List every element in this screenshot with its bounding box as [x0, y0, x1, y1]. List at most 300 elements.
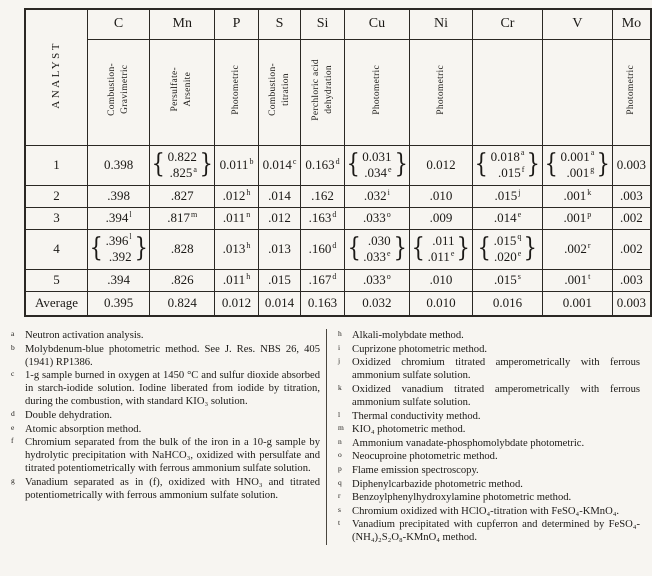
footnote-l [335, 410, 640, 423]
footnote-p [335, 464, 640, 477]
cell-mn-2 [150, 185, 215, 207]
footnotes-left-column [8, 329, 326, 545]
table-row-analyst-3 [25, 207, 651, 229]
footnote-text: Chromium oxidized with HClO₄-titration with FeSO₄-KMnO₄. [352, 505, 620, 517]
footnote-ref-b: b [249, 156, 254, 166]
footnote-text: Thermal conductivity method. [352, 410, 481, 422]
table-row-analyst-4 [25, 229, 651, 269]
cell-p-3 [215, 207, 258, 229]
method-header-s [258, 39, 301, 145]
left-brace-glyph: { [474, 149, 488, 180]
cell-si-1 [301, 145, 344, 185]
cell-value: 0.018$^a$ [490, 148, 525, 164]
analyst-row-label: 2 [25, 185, 88, 207]
cell-value: .001$^p$ [563, 209, 592, 225]
cell-value: .013$^h$ [222, 240, 251, 256]
footnote-k [335, 383, 640, 409]
cell-value: .011$^n$ [222, 209, 251, 225]
footnote-marker-a: a [11, 329, 15, 338]
footnote-ref-o: o [386, 209, 391, 219]
cell-cu-3 [344, 207, 409, 229]
cell-value: .015 [268, 272, 291, 287]
footnote-marker-e: e [11, 422, 15, 432]
cell-value: .001$^g$ [566, 164, 595, 180]
footnote-text: Alkali-molybdate method. [352, 330, 464, 341]
footnote-ref-d: d [332, 240, 337, 250]
cell-ni-1 [410, 145, 473, 185]
cell-mo-4 [612, 229, 651, 269]
cell-c-average [88, 291, 150, 316]
cell-value: 0.824 [167, 295, 197, 311]
footnote-ref-f: f [521, 164, 525, 174]
footnote-text: Flame emission spectroscopy. [352, 464, 479, 476]
cell-cr-5 [473, 269, 543, 291]
cell-si-5 [301, 269, 344, 291]
footnote-marker-f: f [11, 436, 14, 446]
footnote-h [335, 329, 640, 342]
footnote-ref-d: d [335, 156, 340, 166]
footnote-g [8, 476, 320, 502]
cell-value: .011e [427, 248, 455, 264]
method-header-v [542, 39, 612, 145]
footnote-c [8, 369, 320, 408]
footnote-ref-e: e [450, 248, 455, 258]
cell-value: .015$^q$ [493, 232, 522, 248]
footnote-marker-o: o [338, 450, 342, 460]
cell-ni-4 [410, 229, 473, 269]
footnote-marker-h: h [338, 329, 342, 338]
footnote-ref-a: a [590, 148, 595, 158]
cell-value: .817$^m$ [167, 209, 198, 225]
footnote-ref-p: p [587, 209, 592, 219]
cell-s-1 [258, 145, 301, 185]
right-brace-glyph: } [134, 233, 148, 264]
cell-value: .825$^a$ [169, 164, 197, 180]
footnote-ref-s: s [517, 271, 521, 281]
cell-v-average [542, 291, 612, 316]
footnote-text: Vanadium separated as in (f), oxidized with HNO₃ and titrated potentiometrically with ferrous ammonium sulfate solution. [25, 477, 320, 502]
cell-ni-5 [410, 269, 473, 291]
method-header-p [215, 39, 258, 145]
cell-value: .032$^i$ [363, 187, 390, 203]
cell-cr-4 [473, 229, 543, 269]
cell-s-3 [258, 207, 301, 229]
cell-v-2 [542, 185, 612, 207]
analysis-results-table [24, 8, 652, 317]
pair-value-line [362, 149, 391, 165]
right-brace-glyph: } [393, 233, 407, 264]
footnote-n [335, 437, 640, 450]
footnote-ref-m: m [191, 209, 198, 219]
header-row-methods [25, 39, 651, 145]
footnote-ref-l: l [129, 232, 132, 242]
right-brace-glyph: } [523, 233, 538, 264]
footnote-text: Benzoylphenylhydroxylamine photometric method. [352, 492, 572, 504]
footnote-i [335, 343, 640, 356]
scanned-page [0, 8, 652, 576]
method-label: Perchloric acid dehydration [310, 58, 334, 121]
cell-value: .015$^s$ [494, 271, 521, 287]
cell-v-4 [542, 229, 612, 269]
footnote-marker-p: p [338, 463, 342, 473]
method-header-ni [410, 39, 473, 145]
cell-cr-3 [473, 207, 543, 229]
cell-value: 0.395 [103, 295, 134, 311]
method-label: Combustion- Gravimetric [106, 63, 130, 116]
pair-value-line [106, 233, 132, 249]
pair-values [167, 149, 198, 182]
method-label: Photometric [371, 64, 382, 115]
method-label: Combustion- titration [267, 63, 291, 116]
footnote-e [8, 423, 320, 436]
footnote-marker-t: t [338, 518, 341, 528]
cell-si-4 [301, 229, 344, 269]
element-header-v: V [542, 9, 612, 39]
cell-value: .398 [107, 188, 130, 203]
cell-value: .392 [108, 249, 132, 264]
footnote-t [335, 518, 640, 544]
footnote-f [8, 436, 320, 475]
bracketed-value-pair [88, 233, 149, 266]
left-brace-glyph: { [151, 149, 166, 180]
footnote-ref-e: e [387, 248, 391, 258]
cell-value: 0.163 [307, 295, 338, 311]
footnote-marker-s: s [338, 504, 341, 514]
pair-value-line [494, 233, 522, 249]
cell-value: 0.014$^c$ [262, 156, 297, 172]
cell-value: 0.001$^a$ [560, 148, 595, 164]
footnote-ref-r: r [587, 240, 591, 250]
cell-value: .033$^o$ [363, 271, 391, 287]
analyst-row-label: 4 [25, 229, 88, 269]
cell-value: .014 [268, 188, 291, 203]
cell-p-2 [215, 185, 258, 207]
pair-value-line [428, 249, 455, 265]
bracketed-value-pair [473, 149, 542, 182]
footnote-marker-q: q [338, 477, 342, 487]
cell-mn-4 [150, 229, 215, 269]
footnote-ref-o: o [386, 271, 391, 281]
footnote-marker-n: n [338, 436, 342, 446]
footnote-text: Oxidized chromium titrated amperometrically with ferrous ammonium sulfate solution. [352, 357, 640, 382]
cell-mn-1 [150, 145, 215, 185]
cell-s-average [258, 291, 301, 316]
right-brace-glyph: } [199, 149, 213, 180]
footnote-ref-h: h [246, 240, 251, 250]
cell-value: 0.011$^b$ [219, 156, 254, 172]
cell-value: .002 [620, 241, 643, 256]
cell-value: .828 [170, 241, 194, 256]
cell-mn-5 [150, 269, 215, 291]
cell-c-1 [88, 145, 150, 185]
method-label: Photometric [231, 64, 242, 115]
method-header-cu [344, 39, 409, 145]
method-header-si [301, 39, 344, 145]
footnote-ref-d: d [332, 271, 337, 281]
table-row-analyst-1 [25, 145, 651, 185]
pair-value-line [491, 165, 525, 181]
footnote-m [335, 423, 640, 436]
cell-value: .827 [170, 188, 194, 203]
cell-cr-1 [473, 145, 543, 185]
cell-mo-1 [612, 145, 651, 185]
bracketed-value-pair [476, 233, 539, 266]
cell-value: 0.012 [221, 295, 252, 311]
cell-cu-average [344, 291, 409, 316]
bracketed-value-pair [345, 149, 409, 182]
right-brace-glyph: } [394, 149, 408, 180]
element-header-si: Si [301, 9, 344, 39]
cell-c-4 [88, 229, 150, 269]
cell-value: 0.010 [426, 295, 456, 311]
cell-cr-average [473, 291, 543, 316]
cell-mo-average [612, 291, 651, 316]
cell-value: .033$^o$ [363, 209, 391, 225]
footnote-text: Double dehydration. [25, 410, 113, 422]
footnote-text: KIO₄ photometric method. [352, 424, 466, 436]
footnote-ref-a: a [193, 164, 197, 174]
cell-mn-3 [150, 207, 215, 229]
pair-value-line [168, 165, 197, 181]
footnote-marker-c: c [11, 369, 15, 379]
cell-value: .013 [268, 241, 291, 256]
cell-cu-1 [344, 145, 409, 185]
cell-value: .167$^d$ [308, 271, 337, 287]
element-header-ni: Ni [410, 9, 473, 39]
method-header-c [88, 39, 150, 145]
footnote-ref-n: n [246, 209, 251, 219]
footnote-ref-h: h [246, 271, 251, 281]
footnote-marker-g: g [11, 476, 15, 486]
left-brace-glyph: { [544, 149, 558, 180]
footnote-text: Chromium separated from the bulk of the iron in a 10-g sample by hydrolytic precipitation with NaHCO₃, oxidized with persulfate and titrated potentiometrically with ferrous ammonium sulfate solution. [25, 437, 320, 475]
cell-c-2 [88, 185, 150, 207]
footnote-marker-m: m [338, 423, 344, 433]
left-brace-glyph: { [477, 233, 491, 264]
footnote-text: Cuprizone photometric method. [352, 343, 488, 355]
cell-mo-2 [612, 185, 651, 207]
cell-value: .012 [268, 210, 291, 225]
cell-v-3 [542, 207, 612, 229]
method-header-mn [150, 39, 215, 145]
cell-c-3 [88, 207, 150, 229]
footnote-marker-j: j [338, 356, 341, 366]
cell-value: 0.163$^d$ [305, 156, 340, 172]
cell-value: .163$^d$ [308, 209, 337, 225]
element-header-s: S [258, 9, 301, 39]
method-header-cr [473, 39, 543, 145]
footnote-ref-i: i [387, 187, 390, 197]
cell-v-5 [542, 269, 612, 291]
cell-v-1 [542, 145, 612, 185]
cell-cu-2 [344, 185, 409, 207]
method-label: Photometric [435, 64, 446, 115]
element-header-c: C [88, 9, 150, 39]
left-brace-glyph: { [89, 233, 103, 264]
footnote-ref-c: c [292, 156, 297, 166]
cell-value: .011 [432, 232, 455, 248]
pair-value-line [560, 149, 594, 165]
footnote-text: 1-g sample burned in oxygen at 1450 °C and sulfur dioxide absorbed in starch-iodide solution. Iodine liberated from iodide by titration, during the combustion, with standard KIO₃ solution. [25, 370, 320, 408]
cell-value: .003 [620, 272, 643, 287]
footnote-ref-l: l [129, 209, 132, 219]
table-row-analyst-2 [25, 185, 651, 207]
footnote-r [335, 491, 640, 504]
cell-value: 0.032 [362, 295, 392, 311]
cell-value: .003 [620, 188, 643, 203]
cell-value: .826 [170, 272, 194, 287]
right-brace-glyph: } [596, 149, 611, 180]
footnote-ref-q: q [517, 232, 522, 242]
cell-value: .002 [620, 210, 643, 225]
cell-mo-3 [612, 207, 651, 229]
footnote-marker-k: k [338, 382, 342, 392]
cell-value: .015$^f$ [497, 164, 525, 180]
pair-value-line [168, 149, 197, 165]
cell-value: 0.001 [562, 295, 592, 311]
method-header-mo [612, 39, 651, 145]
pair-values [427, 233, 456, 266]
right-brace-glyph: } [527, 149, 541, 180]
element-header-cu: Cu [344, 9, 409, 39]
footnote-ref-j: j [518, 187, 521, 197]
cell-value: 0.822 [167, 148, 197, 164]
pair-value-line [428, 233, 455, 249]
cell-value: 0.398 [103, 157, 134, 172]
analyst-row-label: 5 [25, 269, 88, 291]
bracketed-value-pair [150, 149, 214, 182]
cell-value: .033e [363, 248, 391, 264]
pair-value-line [362, 165, 391, 181]
cell-value: .394$^l$ [105, 209, 132, 225]
pair-values [493, 233, 523, 266]
cell-p-5 [215, 269, 258, 291]
cell-si-2 [301, 185, 344, 207]
cell-p-average [215, 291, 258, 316]
footnote-a [8, 329, 320, 342]
element-header-mo: Mo [612, 9, 651, 39]
footnote-text: Neocuproine photometric method. [352, 451, 498, 463]
element-header-p: P [215, 9, 258, 39]
analyst-row-label: 3 [25, 207, 88, 229]
cell-ni-2 [410, 185, 473, 207]
table-row-analyst-average [25, 291, 651, 316]
pair-values [362, 233, 391, 266]
footnote-b [8, 343, 320, 369]
footnote-text: Oxidized vanadium titrated amperometrically with ferrous ammonium sulfate solution. [352, 383, 640, 408]
element-header-mn: Mn [150, 9, 215, 39]
method-label: Photometric [626, 64, 636, 115]
footnotes-section [8, 329, 648, 545]
footnote-ref-g: g [590, 164, 595, 174]
footnotes-right-column [326, 329, 640, 545]
cell-s-4 [258, 229, 301, 269]
pair-values [559, 149, 595, 182]
cell-value: .015$^j$ [494, 187, 521, 203]
cell-value: .001$^k$ [563, 187, 592, 203]
footnote-text: Atomic absorption method. [25, 423, 142, 435]
cell-value: .014e [493, 209, 522, 225]
cell-si-average [301, 291, 344, 316]
pair-value-line [560, 165, 594, 181]
footnote-s [335, 505, 640, 518]
cell-value: .020e [494, 248, 522, 264]
cell-value: 0.003 [616, 157, 647, 172]
cell-value: .010 [429, 188, 453, 203]
footnote-d [8, 409, 320, 422]
bracketed-value-pair [346, 233, 408, 266]
cell-value: .011$^h$ [222, 271, 251, 287]
method-label: Persulfate- Arsenite [170, 67, 194, 112]
footnote-ref-e: e [517, 209, 522, 219]
table-row-analyst-5 [25, 269, 651, 291]
left-brace-glyph: { [346, 149, 360, 180]
cell-value: .396$^l$ [105, 232, 132, 248]
cell-mn-average [150, 291, 215, 316]
cell-cu-5 [344, 269, 409, 291]
analyst-header-label: ANALYST [50, 40, 63, 109]
analyst-row-label: Average [25, 291, 88, 316]
cell-value: .030 [367, 232, 391, 248]
cell-value: .001$^t$ [564, 271, 591, 287]
footnote-marker-i: i [338, 342, 341, 352]
analyst-row-label: 1 [25, 145, 88, 185]
cell-p-1 [215, 145, 258, 185]
pair-value-line [494, 249, 522, 265]
right-brace-glyph: } [457, 233, 471, 264]
pair-values [105, 233, 133, 266]
cell-value: .034e [364, 164, 392, 180]
cell-mo-5 [612, 269, 651, 291]
cell-value: 0.016 [492, 295, 523, 311]
bracketed-value-pair [543, 149, 612, 182]
cell-cr-2 [473, 185, 543, 207]
cell-ni-3 [410, 207, 473, 229]
pair-values [361, 149, 392, 182]
footnote-text: Vanadium precipitated with cupferron and determined by FeSO₄-(NH₄)₂S₂O₈-KMnO₄ method. [352, 519, 640, 544]
footnote-marker-b: b [11, 342, 15, 352]
bracketed-value-pair [410, 233, 472, 266]
pair-value-line [363, 233, 390, 249]
footnote-ref-e: e [387, 164, 392, 174]
cell-p-4 [215, 229, 258, 269]
footnote-o [335, 450, 640, 463]
footnote-ref-e: e [517, 248, 522, 258]
footnote-ref-k: k [587, 187, 592, 197]
cell-s-5 [258, 269, 301, 291]
pair-value-line [363, 249, 390, 265]
footnote-ref-a: a [520, 148, 525, 158]
footnote-text: Molybdenum-blue photometric method. See J. Res. NBS 26, 405 (1941) RP1386. [25, 343, 320, 368]
footnote-marker-d: d [11, 409, 15, 419]
cell-value: 0.012 [426, 157, 456, 172]
cell-cu-4 [344, 229, 409, 269]
analyst-column-header [25, 9, 88, 145]
cell-s-2 [258, 185, 301, 207]
pair-values [490, 149, 526, 182]
cell-si-3 [301, 207, 344, 229]
cell-value: 0.031 [362, 148, 392, 164]
pair-value-line [106, 249, 132, 265]
element-header-cr: Cr [473, 9, 543, 39]
cell-value: .009 [429, 210, 453, 225]
footnote-ref-d: d [332, 209, 337, 219]
cell-value: .002$^r$ [564, 240, 591, 256]
left-brace-glyph: { [347, 233, 361, 264]
cell-c-5 [88, 269, 150, 291]
cell-value: .162 [311, 188, 334, 203]
cell-value: 0.014 [264, 295, 295, 311]
